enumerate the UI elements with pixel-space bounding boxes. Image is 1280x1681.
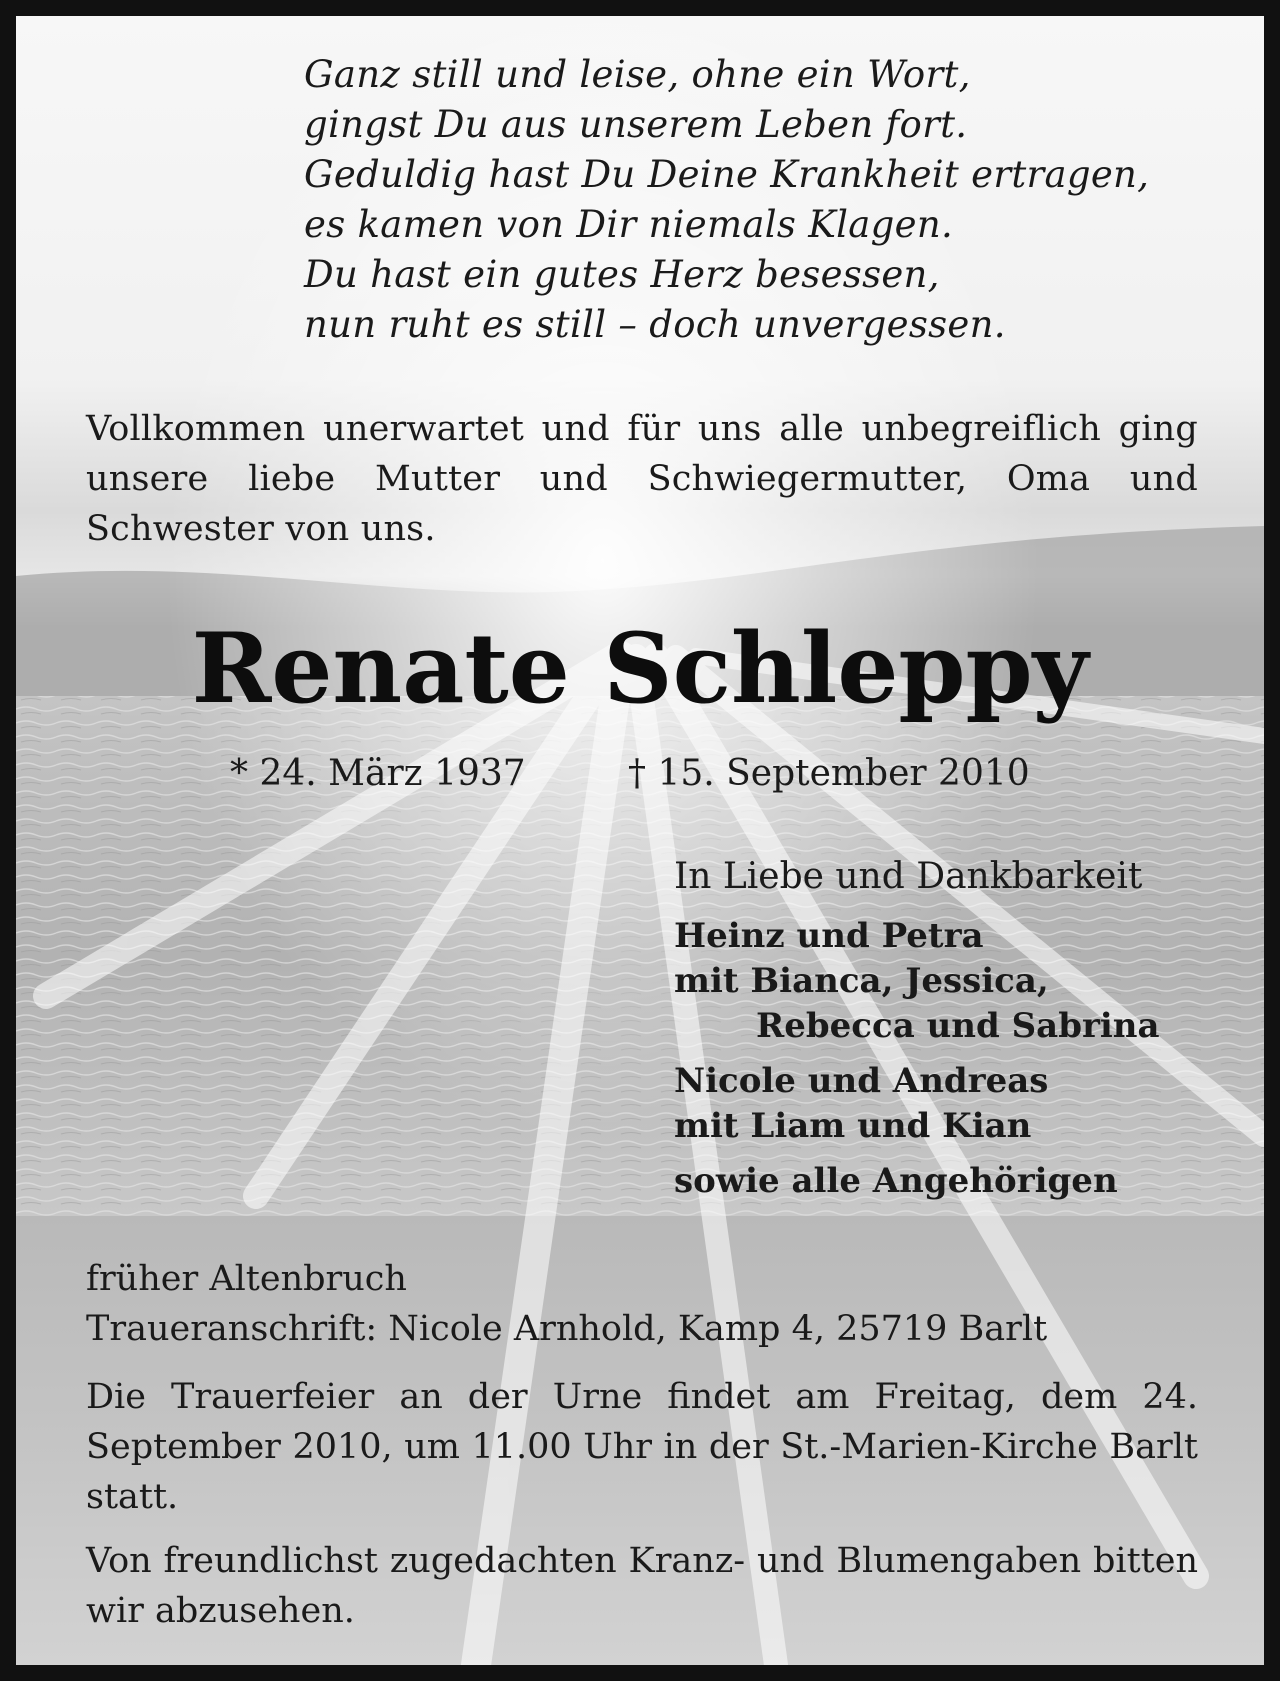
mourner-line: mit Liam und Kian [674,1106,1032,1146]
mourners-closing: sowie alle Angehörigen [674,1161,1118,1201]
mourning-address: Traueranschrift: Nicole Arnhold, Kamp 4, 25719 Barlt [86,1309,1048,1349]
mourner-line: Rebecca und Sabrina [756,1006,1160,1046]
poem-line: es kamen von Dir niemals Klagen. [304,203,954,246]
poem-line: Du hast ein gutes Herz besessen, [304,253,940,296]
flowers-notice: Von freundlichst zugedachten Kranz- und Blumengaben bitten wir abzusehen. [86,1541,1198,1631]
poem-line: Ganz still und leise, ohne ein Wort, [304,53,971,96]
ceremony-notice: Die Trauerfeier an der Urne findet am Freitag, dem 24. September 2010, um 11.00 Uhr in der St.-Marien-Kirche Barlt statt. [86,1377,1198,1517]
former-residence: früher Altenbruch [86,1259,407,1299]
birth-date: * 24. März 1937 [230,753,526,794]
mourners-block [674,852,1234,1204]
mourners-group-1 [674,914,1234,1049]
mourner-line: Nicole und Andreas [674,1061,1049,1101]
mourner-line: mit Bianca, Jessica, [674,961,1049,1001]
poem-line: Geduldig hast Du Deine Krankheit ertragen, [304,153,1150,196]
mourner-line: Heinz und Petra [674,916,984,956]
mourners-group-2 [674,1059,1234,1149]
deceased-name: Renate Schleppy [191,612,1089,725]
footer-block [86,1254,1198,1636]
mourners-heading: In Liebe und Dankbarkeit [674,856,1143,897]
poem-line: gingst Du aus unserem Leben fort. [304,103,968,146]
death-date: † 15. September 2010 [628,753,1030,794]
poem [304,50,1204,350]
intro-text: Vollkommen unerwartet und für uns alle unbegreiflich ging unsere liebe Mutter und Schwiegermutter, Oma und Schwester von uns. [86,409,1198,549]
obituary-content [16,16,1264,1665]
poem-line: nun ruht es still – doch unvergessen. [304,303,1006,346]
